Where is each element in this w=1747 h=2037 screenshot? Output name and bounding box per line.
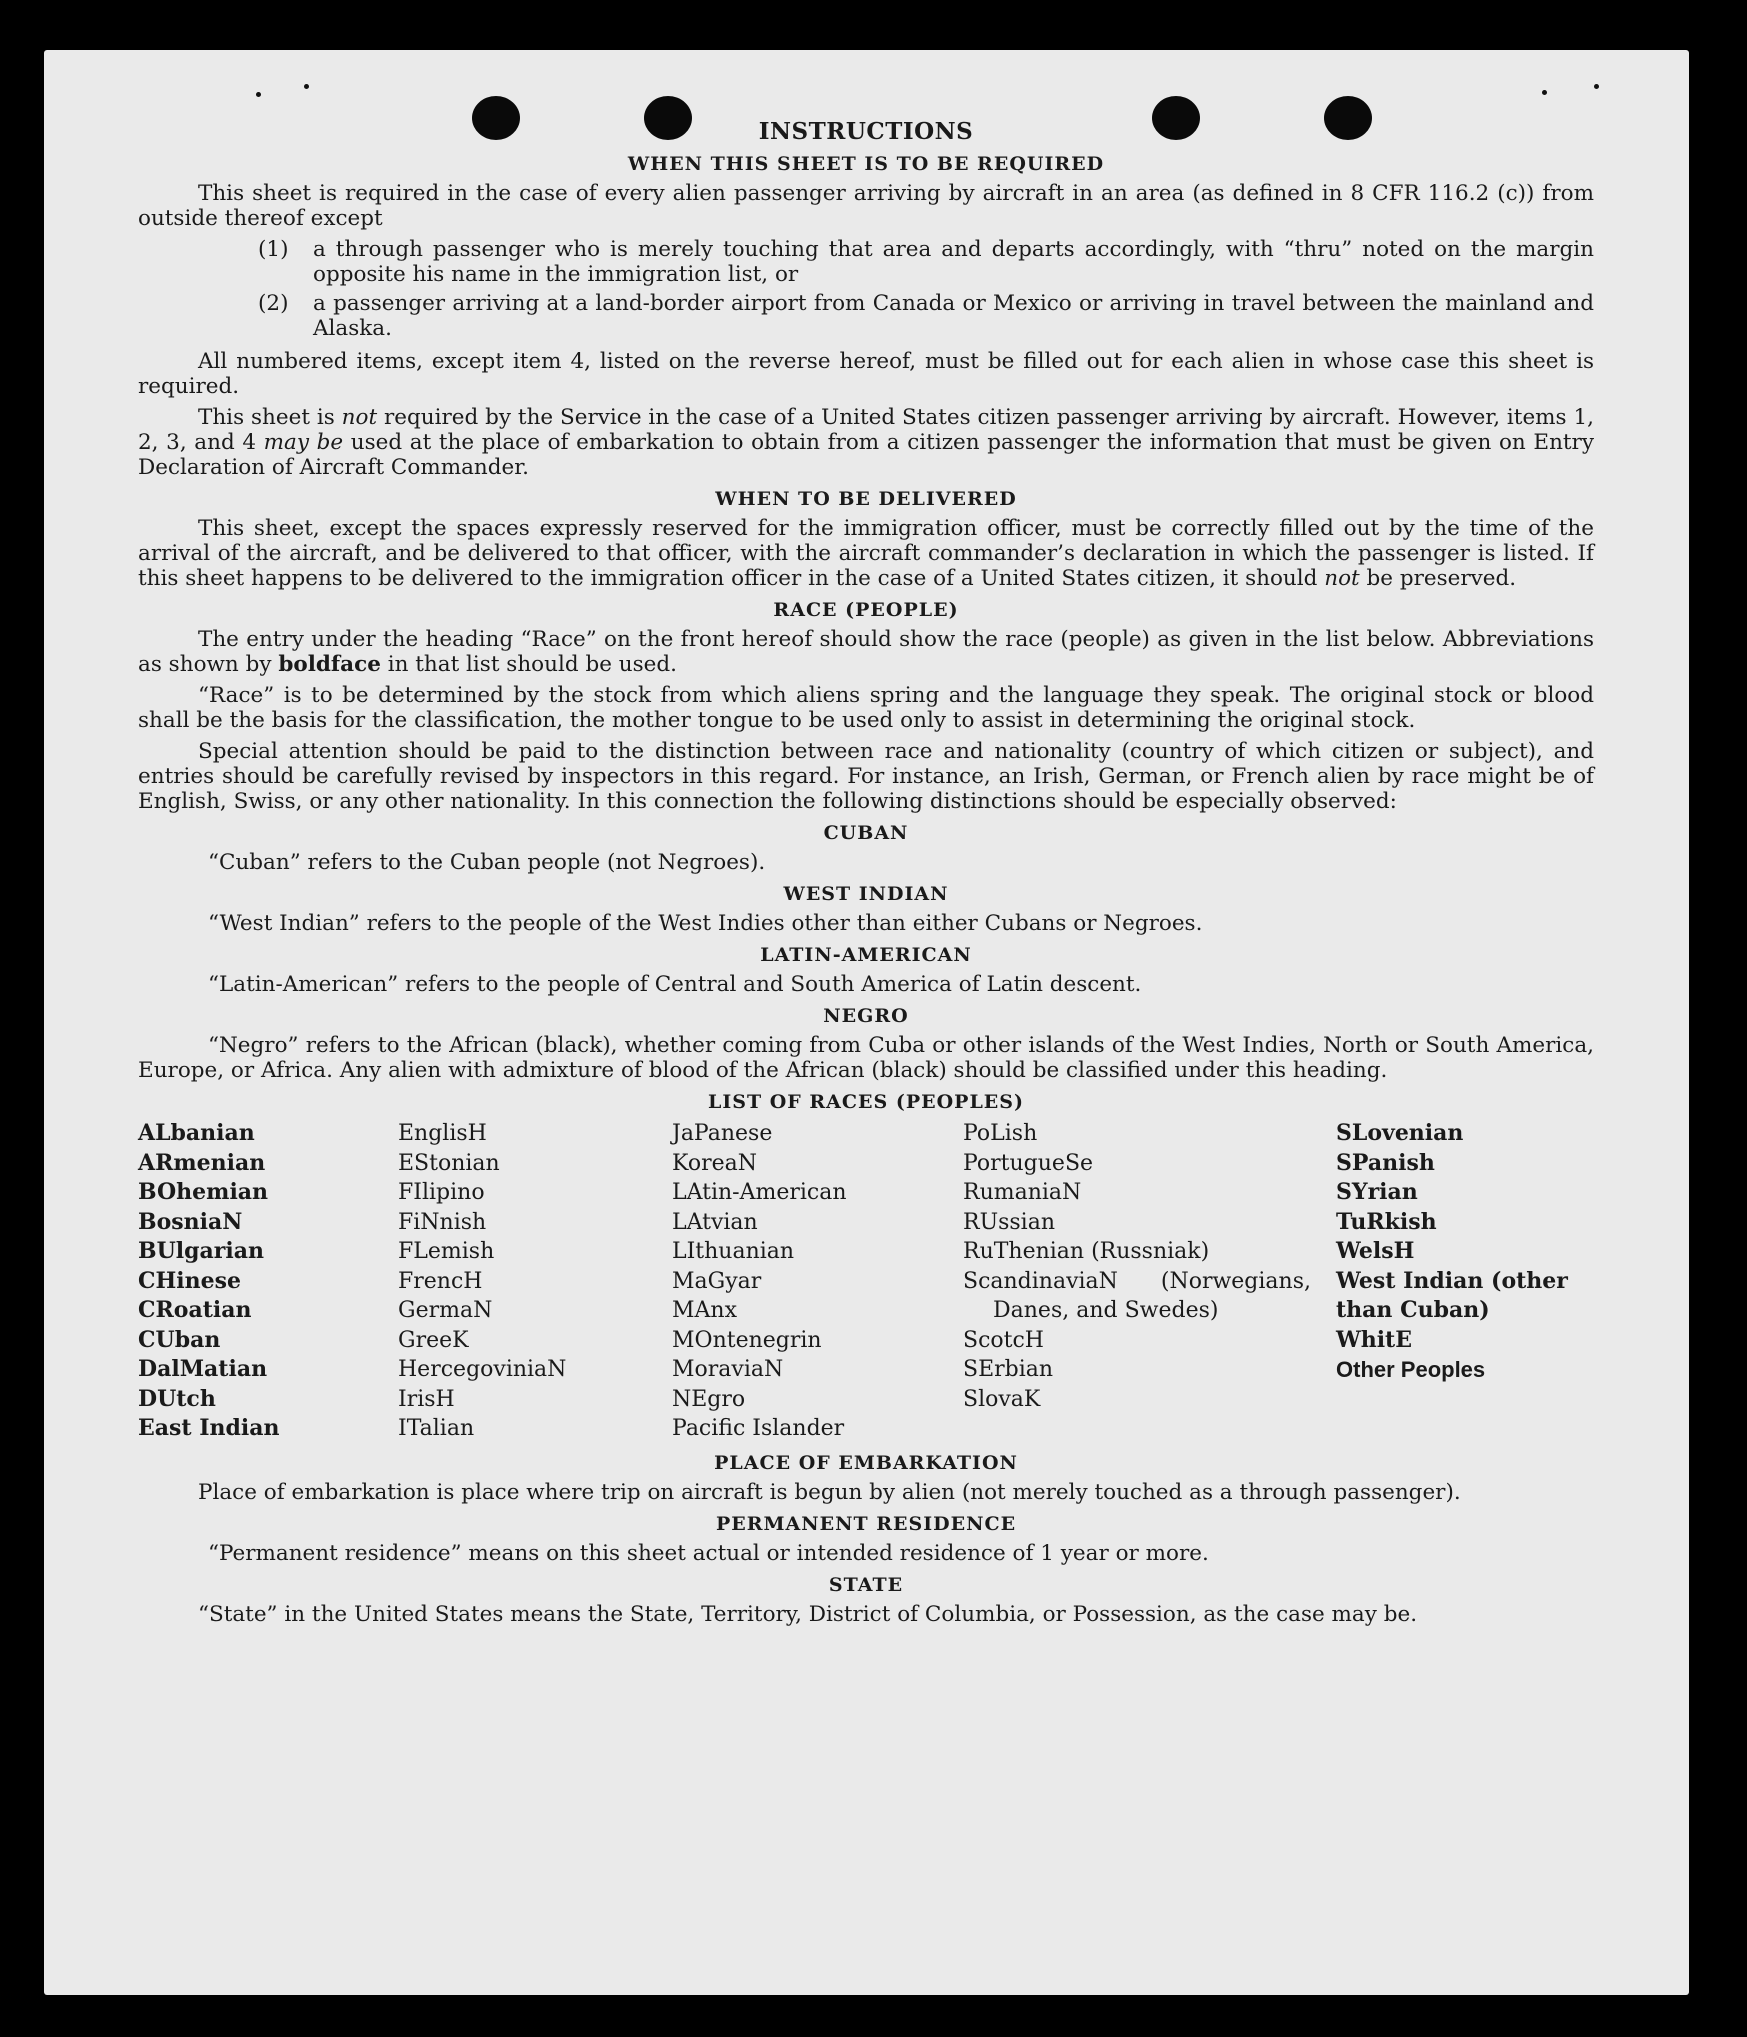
paragraph [138,627,1594,677]
text-run: The entry under the heading “Race” on the front hereof should show the race (people) as given in the list below. Abbreviations as shown by [138,627,1594,677]
item-number: (1) [258,237,289,262]
race-item: TuRkish [1336,1208,1437,1235]
race-item: BUlgarian [138,1238,264,1264]
paragraph: “Cuban” refers to the Cuban people (not Negroes). [208,850,766,875]
race-item: CUban [138,1326,221,1353]
race-item: RUssian [963,1209,1056,1235]
race-item: WelsH [1336,1238,1415,1264]
paragraph: “West Indian” refers to the people of the West Indies other than either Cubans or Negroes. [208,911,1203,936]
race-item: GermaN [398,1298,493,1323]
race-item: RumaniaN [963,1180,1082,1205]
section-heading: WHEN THIS SHEET IS TO BE REQUIRED [627,153,1105,175]
race-item: FiNnish [398,1209,487,1235]
section-heading: CUBAN [823,822,909,844]
race-item: LAtin-American [672,1180,847,1205]
item-number: (2) [258,291,289,316]
speck [1594,84,1599,89]
race-item: CHinese [138,1267,242,1294]
race-item: MAnx [672,1298,737,1323]
race-item: LIthuanian [672,1239,795,1264]
paragraph: “Latin-American” refers to the people of Central and South America of Latin descent. [208,972,1142,997]
race-item: ITalian [398,1416,475,1441]
bold-run: boldface [278,652,381,677]
text-run: This sheet, except the spaces expressly reserved for the immigration officer, must be correctly filled out by the time of the arrival of the aircraft, and be delivered to that officer, with the aircraft commander’s declaration in which the passenger is listed. If this sheet happens to be delivered to the immigration officer in the case of a United States citizen, it should [138,516,1594,591]
race-item: Other Peoples [1336,1357,1486,1382]
section-heading: STATE [828,1573,904,1596]
race-item: BosniaN [138,1208,243,1235]
race-item: SPanish [1336,1149,1435,1176]
paragraph: “Negro” refers to the African (black), whether coming from Cuba or other islands of the West Indies, North or South America, Europe, or Africa. Any alien with admixture of blood of the African (black) should be classified under this heading. [138,1033,1594,1083]
race-item: ALbanian [138,1120,255,1146]
race-column [1336,1119,1591,1444]
italic-run: not [1324,566,1360,591]
race-item: NEgro [672,1386,746,1412]
race-item: West Indian (other than Cuban) [1336,1267,1568,1323]
document-sheet [44,50,1689,1995]
race-item: ARmenian [138,1149,266,1176]
text-run: This sheet is [198,405,342,430]
race-item: LAtvian [672,1209,758,1235]
section-heading: LIST OF RACES (PEOPLES) [708,1091,1024,1113]
italic-run: not [341,405,378,430]
list-item [258,237,1594,287]
race-item: ScandinaviaN (Norwegians, Danes, and Swedes) [963,1268,1311,1323]
race-item: EStonian [398,1150,500,1176]
race-item: PortugueSe [963,1150,1094,1176]
race-item: WhitE [1336,1326,1412,1353]
page-title: INSTRUCTIONS [758,118,974,145]
speck [1542,90,1547,95]
race-item: GreeK [398,1327,469,1353]
paragraph: All numbered items, except item 4, listed on the reverse hereof, must be filled out for each alien in whose case this sheet is required. [138,349,1594,399]
race-item: Pacific Islander [672,1416,845,1441]
race-list [138,1119,1594,1444]
section-heading: LATIN-AMERICAN [760,944,972,966]
paragraph: Special attention should be paid to the distinction between race and nationality (country of which citizen or subject), and entries should be carefully revised by inspectors in this regard. For instance, an Irish, German, or French alien by race might be of English, Swiss, or any other nationality. In this connection the following distinctions should be especially observed: [138,739,1594,814]
paragraph [138,516,1594,591]
race-item: PoLish [963,1121,1038,1146]
paragraph: “Permanent residence” means on this sheet actual or intended residence of 1 year or more. [208,1540,1209,1566]
speck [256,92,261,97]
text-run: be preserved. [1359,566,1517,591]
paragraph: This sheet is required in the case of every alien passenger arriving by aircraft in an area (as defined in 8 CFR 116.2 (c)) from outside thereof except [138,181,1594,231]
item-text: a through passenger who is merely touching that area and departs accordingly, with “thru” noted on the margin opposite his name in the immigration list, or [313,237,1594,287]
race-item: ScotcH [963,1327,1044,1353]
race-item: IrisH [398,1386,455,1412]
race-item: KoreaN [672,1150,757,1176]
speck [304,84,309,89]
race-item: SlovaK [963,1386,1041,1412]
section-heading: NEGRO [823,1005,909,1027]
race-item: DUtch [138,1385,216,1412]
paragraph: “Race” is to be determined by the stock from which aliens spring and the language they speak. The original stock or blood shall be the basis for the classification, the mother tongue to be used only to assist in determining the original stock. [138,683,1594,733]
race-item: FLemish [398,1239,495,1264]
race-item: SErbian [963,1357,1054,1382]
race-item: BOhemian [138,1179,269,1205]
race-item: SYrian [1336,1179,1418,1205]
race-item: JaPanese [672,1121,773,1146]
section-heading: WHEN TO BE DELIVERED [715,488,1017,510]
text-run: in that list should be used. [380,652,677,677]
item-text: a passenger arriving at a land-border airport from Canada or Mexico or arriving in travel between the mainland and Alaska. [313,291,1594,341]
race-item: DalMatian [138,1356,268,1382]
race-item: MOntenegrin [672,1327,822,1353]
paragraph: “State” in the United States means the State, Territory, District of Columbia, or Possession, as the case may be. [198,1601,1418,1627]
race-column [672,1119,963,1444]
instructions-content [138,118,1594,1633]
race-item: MaGyar [672,1268,762,1294]
italic-run: may be [263,430,344,455]
race-item: HercegoviniaN [398,1357,567,1382]
text-run: used at the place of embarkation to obtain from a citizen passenger the information that must be given on Entry Declaration of Aircraft Commander. [138,430,1594,480]
race-item: EnglisH [398,1121,487,1146]
race-item: MoraviaN [672,1357,784,1382]
section-heading: PLACE OF EMBARKATION [714,1451,1018,1474]
race-column [138,1119,398,1444]
list-item [258,291,1594,341]
exception-list [258,237,1594,341]
race-item: East Indian [138,1415,280,1441]
section-heading: WEST INDIAN [783,883,949,905]
race-item: RuThenian (Russniak) [963,1239,1210,1264]
text-run: required by the Service in the case of a United States citizen passenger arriving by aircraft. However, items 1, 2, 3, and 4 [138,405,1594,455]
race-item: FrencH [398,1268,483,1294]
race-column [963,1119,1336,1444]
race-column [398,1119,672,1444]
section-heading: RACE (PEOPLE) [773,599,959,621]
race-item: FIlipino [398,1180,485,1205]
race-item: CRoatian [138,1297,252,1323]
paragraph [138,405,1594,480]
section-heading: PERMANENT RESIDENCE [715,1512,1017,1535]
paragraph: Place of embarkation is place where trip on aircraft is begun by alien (not merely touched as a through passenger). [198,1479,1461,1505]
race-item: SLovenian [1336,1120,1464,1146]
